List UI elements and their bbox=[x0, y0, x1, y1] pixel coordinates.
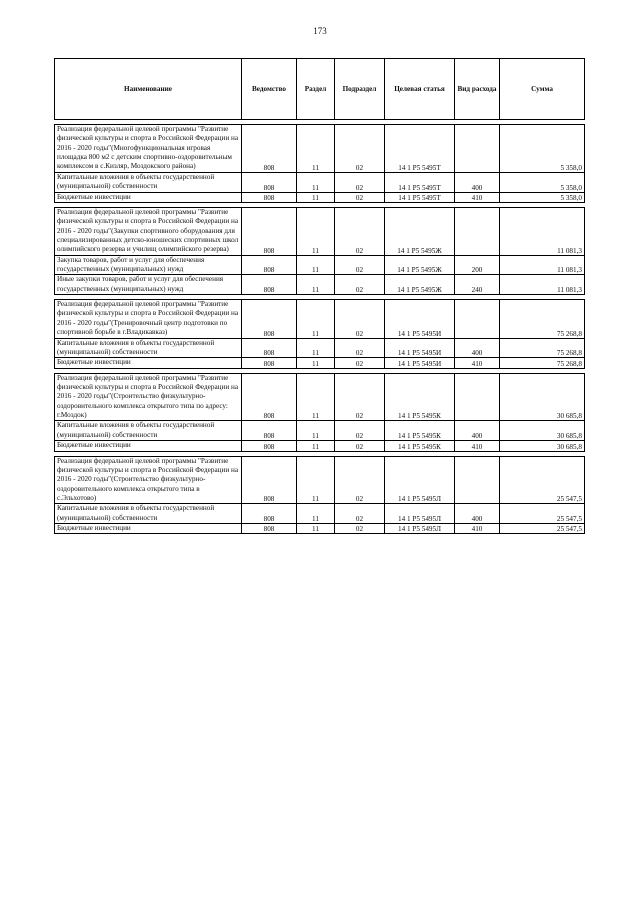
table-row bbox=[55, 275, 585, 295]
cell-amount: 30 685,8 bbox=[500, 373, 585, 421]
header-name: Наименование bbox=[55, 59, 242, 120]
cell-section: 11 bbox=[297, 358, 335, 368]
cell-subsection: 02 bbox=[335, 207, 385, 255]
cell-target: 14 1 P5 5495К bbox=[385, 421, 455, 441]
cell-section: 11 bbox=[297, 172, 335, 192]
cell-target: 14 1 P5 5495Л bbox=[385, 504, 455, 524]
cell-expense-type: 400 bbox=[455, 421, 500, 441]
cell-section: 11 bbox=[297, 441, 335, 451]
cell-expense-type bbox=[455, 207, 500, 255]
cell-section: 11 bbox=[297, 275, 335, 295]
cell-amount: 25 547,5 bbox=[500, 524, 585, 534]
cell-name: Реализация федеральной целевой программы "Развитие физической культуры и спорта в Российской Федерации на 2016 - 2020 годы"(Закупки спортивного оборудования для специализированных детско-юношеских спортивных школ олимпийского резерва и училищ олимпийского резерва) bbox=[55, 207, 242, 255]
cell-name: Реализация федеральной целевой программы "Развитие физической культуры и спорта в Российской Федерации на 2016 - 2020 годы"(Многофункциональная игровая площадка 800 м2 с детским спортивно-оздоровительным комплексом в с.Кизляр, Моздокского района) bbox=[55, 125, 242, 173]
cell-section: 11 bbox=[297, 207, 335, 255]
cell-name: Реализация федеральной целевой программы "Развитие физической культуры и спорта в Российской Федерации на 2016 - 2020 годы"(Строительство физкультурно-оздоровительного комплекса открытого типа в с.Эльхотово) bbox=[55, 456, 242, 504]
cell-target: 14 1 P5 5495Ж bbox=[385, 275, 455, 295]
cell-dept: 808 bbox=[242, 125, 297, 173]
cell-section: 11 bbox=[297, 300, 335, 338]
cell-dept: 808 bbox=[242, 300, 297, 338]
cell-target: 14 1 P5 5495Т bbox=[385, 125, 455, 173]
cell-section: 11 bbox=[297, 255, 335, 275]
cell-amount: 5 358,0 bbox=[500, 172, 585, 192]
cell-dept: 808 bbox=[242, 524, 297, 534]
header-expense-type: Вид расхода bbox=[455, 59, 500, 120]
cell-expense-type bbox=[455, 373, 500, 421]
cell-subsection: 02 bbox=[335, 125, 385, 173]
table-row bbox=[55, 456, 585, 504]
cell-amount: 75 268,8 bbox=[500, 300, 585, 338]
cell-name: Бюджетные инвестиции bbox=[55, 192, 242, 202]
cell-section: 11 bbox=[297, 421, 335, 441]
table-row bbox=[55, 125, 585, 173]
cell-dept: 808 bbox=[242, 456, 297, 504]
cell-expense-type: 410 bbox=[455, 441, 500, 451]
cell-dept: 808 bbox=[242, 441, 297, 451]
cell-subsection: 02 bbox=[335, 172, 385, 192]
cell-subsection: 02 bbox=[335, 456, 385, 504]
cell-name: Реализация федеральной целевой программы "Развитие физической культуры и спорта в Российской Федерации на 2016 - 2020 годы"(Тренировочный центр подготовки по спортивной борьбе в г.Владикавказ) bbox=[55, 300, 242, 338]
table-row bbox=[55, 172, 585, 192]
cell-amount: 11 081,3 bbox=[500, 275, 585, 295]
cell-expense-type bbox=[455, 300, 500, 338]
cell-section: 11 bbox=[297, 456, 335, 504]
page-number: 173 bbox=[313, 26, 327, 36]
cell-name: Закупка товаров, работ и услуг для обеспечения государственных (муниципальных) нужд bbox=[55, 255, 242, 275]
cell-subsection: 02 bbox=[335, 421, 385, 441]
cell-amount: 30 685,8 bbox=[500, 421, 585, 441]
header-target: Целевая статья bbox=[385, 59, 455, 120]
cell-amount: 75 268,8 bbox=[500, 338, 585, 358]
cell-amount: 25 547,5 bbox=[500, 456, 585, 504]
cell-expense-type: 400 bbox=[455, 172, 500, 192]
cell-dept: 808 bbox=[242, 338, 297, 358]
header-section: Раздел bbox=[297, 59, 335, 120]
cell-amount: 5 358,0 bbox=[500, 192, 585, 202]
cell-amount: 5 358,0 bbox=[500, 125, 585, 173]
cell-subsection: 02 bbox=[335, 358, 385, 368]
header-amount: Сумма bbox=[500, 59, 585, 120]
cell-dept: 808 bbox=[242, 421, 297, 441]
table-row bbox=[55, 192, 585, 202]
cell-target: 14 1 P5 5495Т bbox=[385, 172, 455, 192]
cell-name: Капитальные вложения в объекты государственной (муниципальной) собственности bbox=[55, 172, 242, 192]
table-row bbox=[55, 300, 585, 338]
cell-dept: 808 bbox=[242, 373, 297, 421]
cell-name: Бюджетные инвестиции bbox=[55, 524, 242, 534]
cell-section: 11 bbox=[297, 125, 335, 173]
cell-dept: 808 bbox=[242, 172, 297, 192]
cell-name: Капитальные вложения в объекты государственной (муниципальной) собственности bbox=[55, 504, 242, 524]
cell-target: 14 1 P5 5495Л bbox=[385, 456, 455, 504]
cell-target: 14 1 P5 5495И bbox=[385, 300, 455, 338]
cell-amount: 11 081,3 bbox=[500, 255, 585, 275]
header-dept: Ведомство bbox=[242, 59, 297, 120]
cell-subsection: 02 bbox=[335, 192, 385, 202]
cell-section: 11 bbox=[297, 192, 335, 202]
cell-target: 14 1 P5 5495Т bbox=[385, 192, 455, 202]
budget-table bbox=[54, 58, 585, 534]
cell-expense-type: 410 bbox=[455, 358, 500, 368]
cell-dept: 808 bbox=[242, 255, 297, 275]
cell-subsection: 02 bbox=[335, 275, 385, 295]
cell-section: 11 bbox=[297, 504, 335, 524]
cell-dept: 808 bbox=[242, 275, 297, 295]
table-row bbox=[55, 207, 585, 255]
cell-amount: 11 081,3 bbox=[500, 207, 585, 255]
cell-name: Капитальные вложения в объекты государственной (муниципальной) собственности bbox=[55, 338, 242, 358]
cell-dept: 808 bbox=[242, 207, 297, 255]
table-row bbox=[55, 358, 585, 368]
cell-expense-type: 410 bbox=[455, 524, 500, 534]
cell-target: 14 1 P5 5495Ж bbox=[385, 207, 455, 255]
cell-expense-type bbox=[455, 456, 500, 504]
header-row bbox=[55, 59, 585, 120]
table-row bbox=[55, 441, 585, 451]
cell-section: 11 bbox=[297, 524, 335, 534]
cell-name: Бюджетные инвестиции bbox=[55, 441, 242, 451]
cell-section: 11 bbox=[297, 373, 335, 421]
table-row bbox=[55, 255, 585, 275]
table-row bbox=[55, 421, 585, 441]
cell-expense-type: 240 bbox=[455, 275, 500, 295]
cell-expense-type: 400 bbox=[455, 504, 500, 524]
cell-expense-type: 410 bbox=[455, 192, 500, 202]
table-row bbox=[55, 504, 585, 524]
cell-amount: 25 547,5 bbox=[500, 504, 585, 524]
cell-target: 14 1 P5 5495И bbox=[385, 338, 455, 358]
cell-target: 14 1 P5 5495К bbox=[385, 373, 455, 421]
cell-expense-type: 400 bbox=[455, 338, 500, 358]
cell-subsection: 02 bbox=[335, 338, 385, 358]
header-subsection: Подраздел bbox=[335, 59, 385, 120]
table-row bbox=[55, 338, 585, 358]
cell-target: 14 1 P5 5495И bbox=[385, 358, 455, 368]
cell-subsection: 02 bbox=[335, 300, 385, 338]
cell-subsection: 02 bbox=[335, 504, 385, 524]
cell-subsection: 02 bbox=[335, 255, 385, 275]
cell-dept: 808 bbox=[242, 504, 297, 524]
cell-dept: 808 bbox=[242, 358, 297, 368]
cell-amount: 75 268,8 bbox=[500, 358, 585, 368]
cell-name: Реализация федеральной целевой программы "Развитие физической культуры и спорта в Российской Федерации на 2016 - 2020 годы"(Строительство физкультурно-оздоровительного комплекса открытого типа по адресу: г.Моздок) bbox=[55, 373, 242, 421]
table-row bbox=[55, 373, 585, 421]
cell-name: Иные закупки товаров, работ и услуг для обеспечения государственных (муниципальных) нужд bbox=[55, 275, 242, 295]
cell-target: 14 1 P5 5495Л bbox=[385, 524, 455, 534]
cell-target: 14 1 P5 5495К bbox=[385, 441, 455, 451]
cell-expense-type: 200 bbox=[455, 255, 500, 275]
cell-section: 11 bbox=[297, 338, 335, 358]
cell-name: Бюджетные инвестиции bbox=[55, 358, 242, 368]
cell-name: Капитальные вложения в объекты государственной (муниципальной) собственности bbox=[55, 421, 242, 441]
cell-amount: 30 685,8 bbox=[500, 441, 585, 451]
table-row bbox=[55, 524, 585, 534]
cell-subsection: 02 bbox=[335, 373, 385, 421]
cell-dept: 808 bbox=[242, 192, 297, 202]
cell-subsection: 02 bbox=[335, 441, 385, 451]
cell-expense-type bbox=[455, 125, 500, 173]
cell-subsection: 02 bbox=[335, 524, 385, 534]
cell-target: 14 1 P5 5495Ж bbox=[385, 255, 455, 275]
